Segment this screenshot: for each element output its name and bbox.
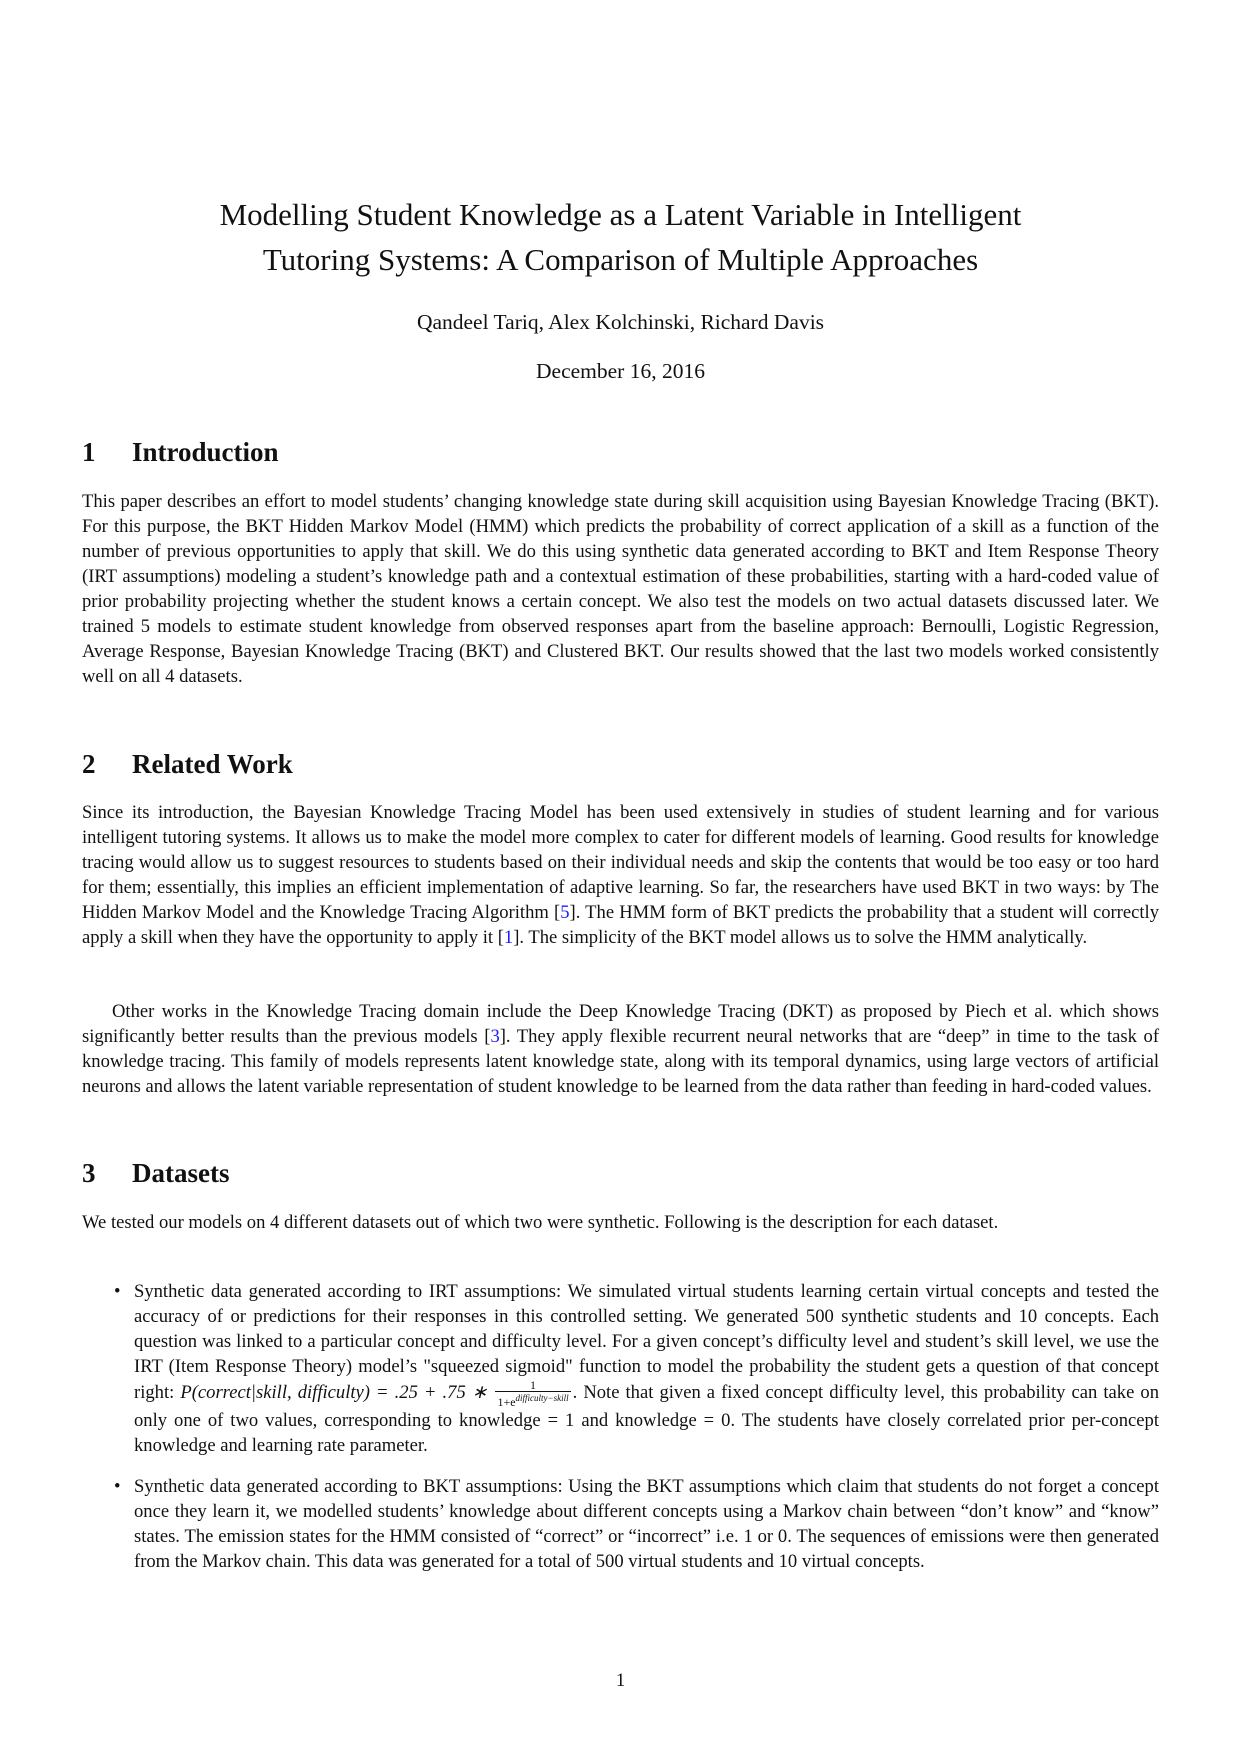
formula-base: 1+e <box>497 1395 516 1409</box>
citation-link[interactable]: 1 <box>503 927 514 948</box>
citation-link[interactable]: 3 <box>490 1026 500 1047</box>
text-run: . Note that given a fixed concept difficulty level, this probability can take on only one of two values, corresponding to knowledge = 1 and knowledge = 0. The students have closely correlated prior per-concept knowledge and learning rate parameter. <box>134 1381 1159 1456</box>
text-run: Since its introduction, the Bayesian Knowledge Tracing Model has been used extensively in studies of student learning and for various intelligent tutoring systems. It allows us to make the model more complex to cater for different models of learning. Good results for knowledge tracing would allow us to suggest resources to students based on their individual needs and skip the contents that would be too easy or too hard for them; essentially, this implies an efficient implementation of adaptive learning. So far, the researchers have used BKT in two ways: by The Hidden Markov Model and the Knowledge Tracing Algorithm [ <box>82 802 1159 923</box>
title-line-2: Tutoring Systems: A Comparison of Multiple Approaches <box>262 242 979 277</box>
formula-exponent: difficulty−skill <box>515 1393 569 1403</box>
bullet-icon: • <box>114 1476 121 1497</box>
title-line-1: Modelling Student Knowledge as a Latent Variable in Intelligent <box>219 197 1022 232</box>
citation-link[interactable]: 5 <box>560 902 570 923</box>
text-run: ]. They apply flexible recurrent neural networks that are “deep” in time to the task of knowledge tracing. This family of models represents latent knowledge state, along with its temporal dynamics, using large vectors of artificial neurons and allows the latent variable representation of student knowledge to be learned from the data rather than feeding in hard-coded values. <box>82 1026 1160 1097</box>
section-title: Datasets <box>132 1158 230 1188</box>
section-title: Related Work <box>132 749 293 779</box>
section-title: Introduction <box>132 437 279 467</box>
formula-lhs: P(correct|skill, difficulty) = .25 + .75 ∗ <box>180 1381 494 1403</box>
bullet-icon: • <box>114 1281 121 1302</box>
paper-title <box>82 192 1159 282</box>
text-run: Synthetic data generated according to BKT assumptions: Using the BKT assumptions which claim that students do not forget a concept once they learn it, we modelled students’ knowledge about different concepts using a Markov chain between “don’t know” and “know” states. The emission states for the HMM consisted of “correct” or “incorrect” i.e. 1 or 0. The sequences of emissions were then generated from the Markov chain. This data was generated for a total of 500 virtual students and 10 virtual concepts. <box>134 1476 1159 1572</box>
formula-numerator: 1 <box>495 1379 570 1392</box>
section-heading-datasets <box>82 1158 229 1189</box>
datasets-list <box>82 1279 1159 1590</box>
text-run: Synthetic data generated according to IRT assumptions: We simulated virtual students learning certain virtual concepts and tested the accuracy of or predictions for their responses in this controlled setting. We generated 500 synthetic students and 10 concepts. Each question was linked to a particular concept and difficulty level. For a given concept’s difficulty level and student’s skill level, we use the IRT (Item Response Theory) model’s "squeezed sigmoid" function to model the probability the student gets a question of that concept right: <box>134 1281 1159 1403</box>
authors: Qandeel Tariq, Alex Kolchinski, Richard Davis <box>416 310 825 334</box>
formula-denominator <box>495 1392 570 1408</box>
section-heading-introduction <box>82 437 279 468</box>
text-run: Other works in the Knowledge Tracing domain include the Deep Knowledge Tracing (DKT) as proposed by Piech et al. which shows significantly better results than the previous models [ <box>82 1001 1159 1047</box>
section-number: 1 <box>82 437 96 467</box>
datasets-intro: We tested our models on 4 different datasets out of which two were synthetic. Following is the description for each dataset. <box>82 1212 999 1233</box>
section-heading-related-work <box>82 749 293 780</box>
date: December 16, 2016 <box>536 359 705 383</box>
list-item <box>82 1474 1159 1574</box>
page-number: 1 <box>615 1670 626 1691</box>
formula-fraction <box>495 1379 570 1408</box>
introduction-paragraph: This paper describes an effort to model students’ changing knowledge state during skill acquisition using Bayesian Knowledge Tracing (BKT). For this purpose, the BKT Hidden Markov Model (HMM) which predicts the probability of correct application of a skill as a function of the number of previous opportunities to apply that skill. We do this using synthetic data generated according to BKT and Item Response Theory (IRT assumptions) modeling a student’s knowledge path and a contextual estimation of these probabilities, starting with a hard-coded value of prior probability projecting whether the student knows a certain concept. We also test the models on two actual datasets discussed later. We trained 5 models to estimate student knowledge from observed responses apart from the baseline approach: Bernoulli, Logistic Regression, Average Response, Bayesian Knowledge Tracing (BKT) and Clustered BKT. Our results showed that the last two models worked consistently well on all 4 datasets. <box>82 491 1159 687</box>
section-number: 3 <box>82 1158 96 1188</box>
related-work-paragraph-2 <box>82 999 1159 1099</box>
related-work-paragraph-1 <box>82 800 1159 950</box>
section-number: 2 <box>82 749 96 779</box>
list-item <box>82 1279 1159 1458</box>
text-run: ]. The simplicity of the BKT model allows us to solve the HMM analytically. <box>513 927 1088 948</box>
text-run: ]. The HMM form of BKT predicts the probability that a student will correctly apply a skill when they have the opportunity to apply it [ <box>82 902 1160 948</box>
